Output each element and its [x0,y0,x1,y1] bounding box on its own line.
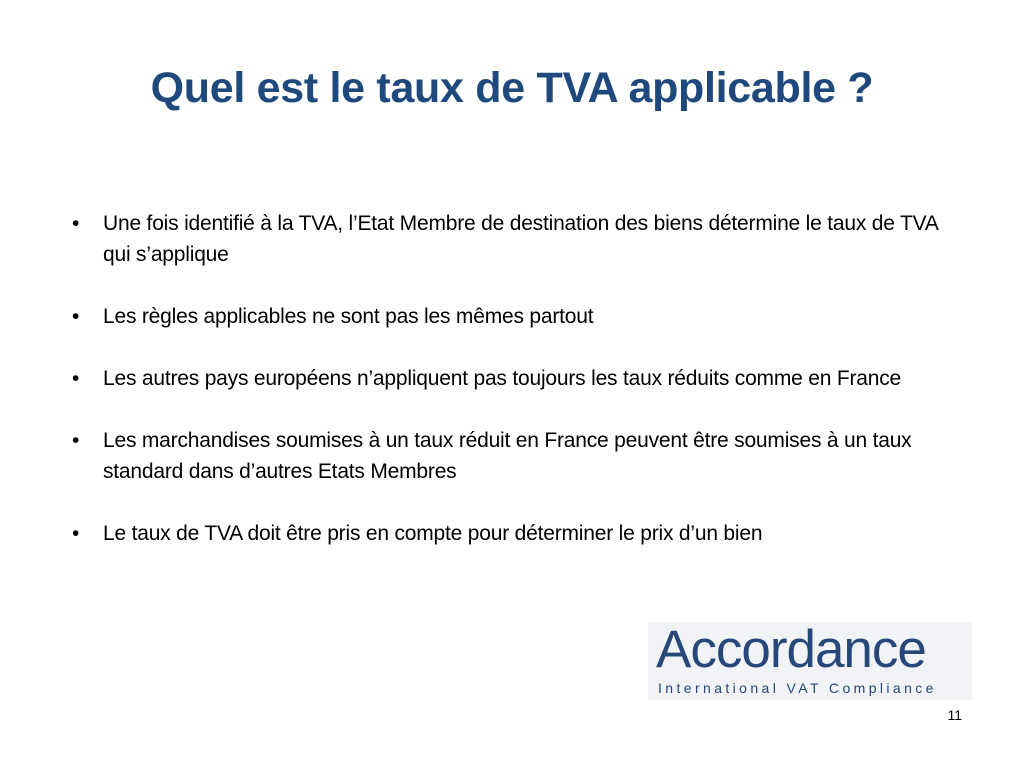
slide-title: Quel est le taux de TVA applicable ? [150,64,874,112]
bullet-text: Le taux de TVA doit être pris en compte pour déterminer le prix d’un bien [103,522,763,545]
bullet-item [70,208,970,270]
bullet-list [70,208,970,549]
bullet-item [70,363,970,394]
bullet-item [70,518,970,549]
bullet-dot-icon: • [72,212,80,235]
logo-wordmark: Accordance [656,620,926,679]
logo-tagline: International VAT Compliance [658,680,937,696]
bullet-text: Les autres pays européens n’appliquent pas toujours les taux réduits comme en France [103,367,902,390]
page-number: 11 [947,707,962,723]
bullet-text: Une fois identifié à la TVA, l’Etat Membre de destination des biens détermine le taux de TVA qui s’applique [103,212,938,266]
bullet-text: Les règles applicables ne sont pas les mêmes partout [103,305,594,328]
bullet-item [70,425,970,487]
bullet-text: Les marchandises soumises à un taux réduit en France peuvent être soumises à un taux standard dans d’autres Etats Membres [103,429,912,483]
accordance-logo [648,622,972,700]
bullet-dot-icon: • [72,305,80,328]
bullet-item [70,301,970,332]
bullet-dot-icon: • [72,522,80,545]
bullet-dot-icon: • [72,367,80,390]
bullet-dot-icon: • [72,429,80,452]
